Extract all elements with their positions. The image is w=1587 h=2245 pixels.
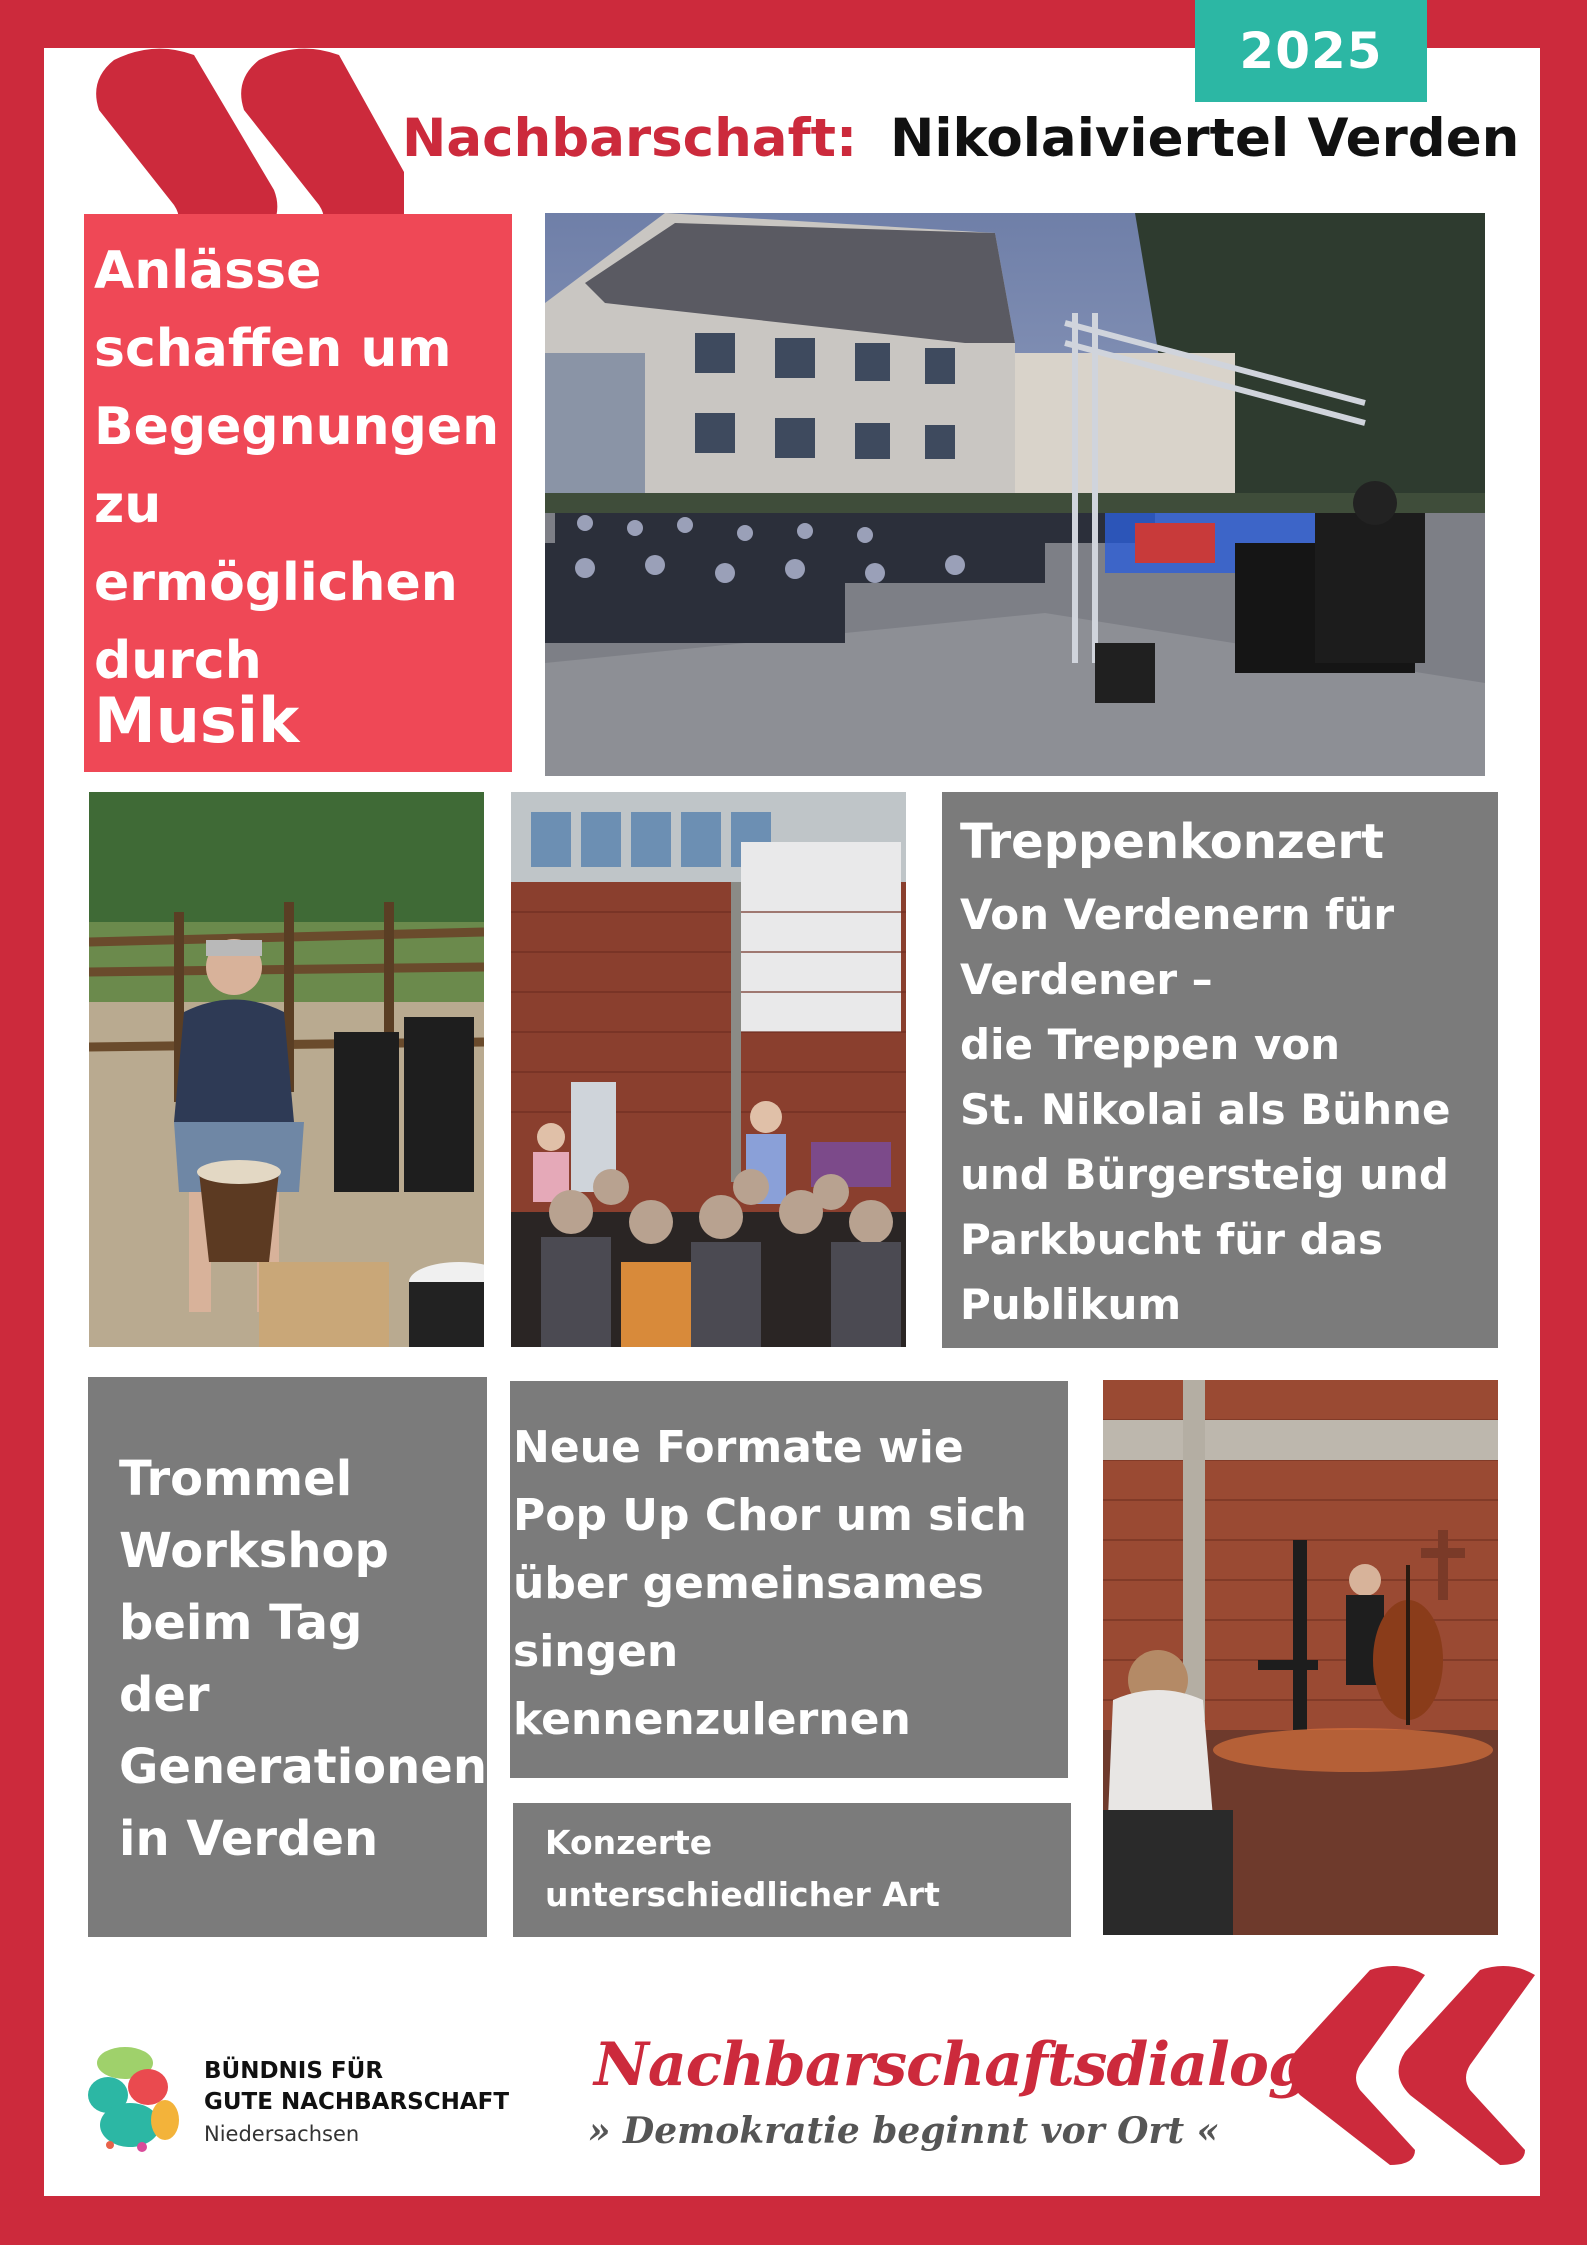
intro-box — [84, 214, 512, 772]
trommel-line: der — [119, 1667, 210, 1723]
popup-text — [513, 1414, 1027, 1754]
intro-emphasis: Musik — [94, 684, 300, 757]
popup-chor-box — [510, 1381, 1068, 1778]
trommel-line: Workshop — [119, 1523, 389, 1579]
photo-bass-concert — [1103, 1380, 1498, 1935]
brand-tagline — [588, 2110, 1219, 2152]
year-badge: 2025 — [1195, 0, 1427, 102]
intro-text — [94, 232, 499, 700]
chevron-right-icon: » — [588, 2110, 611, 2152]
popup-line: Neue Formate wie — [513, 1422, 964, 1473]
intro-line: durch — [94, 631, 262, 691]
intro-line: Anlässe — [94, 241, 322, 301]
org-name — [204, 2056, 509, 2118]
popup-line: kennenzulernen — [513, 1694, 911, 1745]
treppenkonzert-line: und Bürgersteig und — [960, 1150, 1449, 1199]
treppenkonzert-line: St. Nikolai als Bühne — [960, 1085, 1451, 1134]
treppenkonzert-title: Treppenkonzert — [960, 814, 1385, 870]
konzerte-line: unterschiedlicher Art — [545, 1875, 940, 1914]
intro-line: Begegnungen — [94, 397, 500, 457]
brand-name: Nachbarschaftsdialoge — [594, 2030, 1346, 2100]
intro-line: zu — [94, 475, 162, 535]
treppenkonzert-line: Publikum — [960, 1280, 1182, 1329]
treppenkonzert-line: Von Verdenern für — [960, 890, 1395, 939]
intro-line: schaffen um — [94, 319, 452, 379]
photo-drum-workshop — [89, 792, 484, 1347]
photo-outdoor-concert — [545, 213, 1485, 776]
trommel-line: Trommel — [119, 1451, 353, 1507]
trommel-line: in Verden — [119, 1811, 379, 1867]
treppenkonzert-line: die Treppen von — [960, 1020, 1341, 1069]
org-line2: GUTE NACHBARSCHAFT — [204, 2089, 510, 2115]
konzerte-box — [513, 1803, 1071, 1937]
chevron-left-icon: « — [1196, 2110, 1220, 2152]
treppenkonzert-line: Verdener – — [960, 955, 1213, 1004]
trommel-text — [119, 1443, 487, 1875]
treppenkonzert-line: Parkbucht für das — [960, 1215, 1384, 1264]
tagline-text: Demokratie beginnt vor Ort — [623, 2110, 1185, 2152]
treppenkonzert-box — [942, 792, 1498, 1348]
org-line1: BÜNDNIS FÜR — [204, 2058, 384, 2084]
header-place: Nikolaiviertel Verden — [890, 108, 1520, 169]
photo-indoor-gathering — [511, 792, 906, 1347]
org-region: Niedersachsen — [204, 2122, 360, 2146]
konzerte-line: Konzerte — [545, 1823, 713, 1862]
buendnis-logo-icon — [80, 2045, 185, 2155]
trommel-line: Generationen — [119, 1739, 488, 1795]
popup-line: singen — [513, 1626, 679, 1677]
trommel-box — [88, 1377, 487, 1937]
popup-line: über gemeinsames — [513, 1558, 984, 1609]
konzerte-text — [545, 1817, 940, 1921]
header-label: Nachbarschaft: — [402, 108, 858, 169]
popup-line: Pop Up Chor um sich — [513, 1490, 1027, 1541]
intro-line: ermöglichen — [94, 553, 458, 613]
trommel-line: beim Tag — [119, 1595, 363, 1651]
treppenkonzert-text — [960, 882, 1450, 1337]
